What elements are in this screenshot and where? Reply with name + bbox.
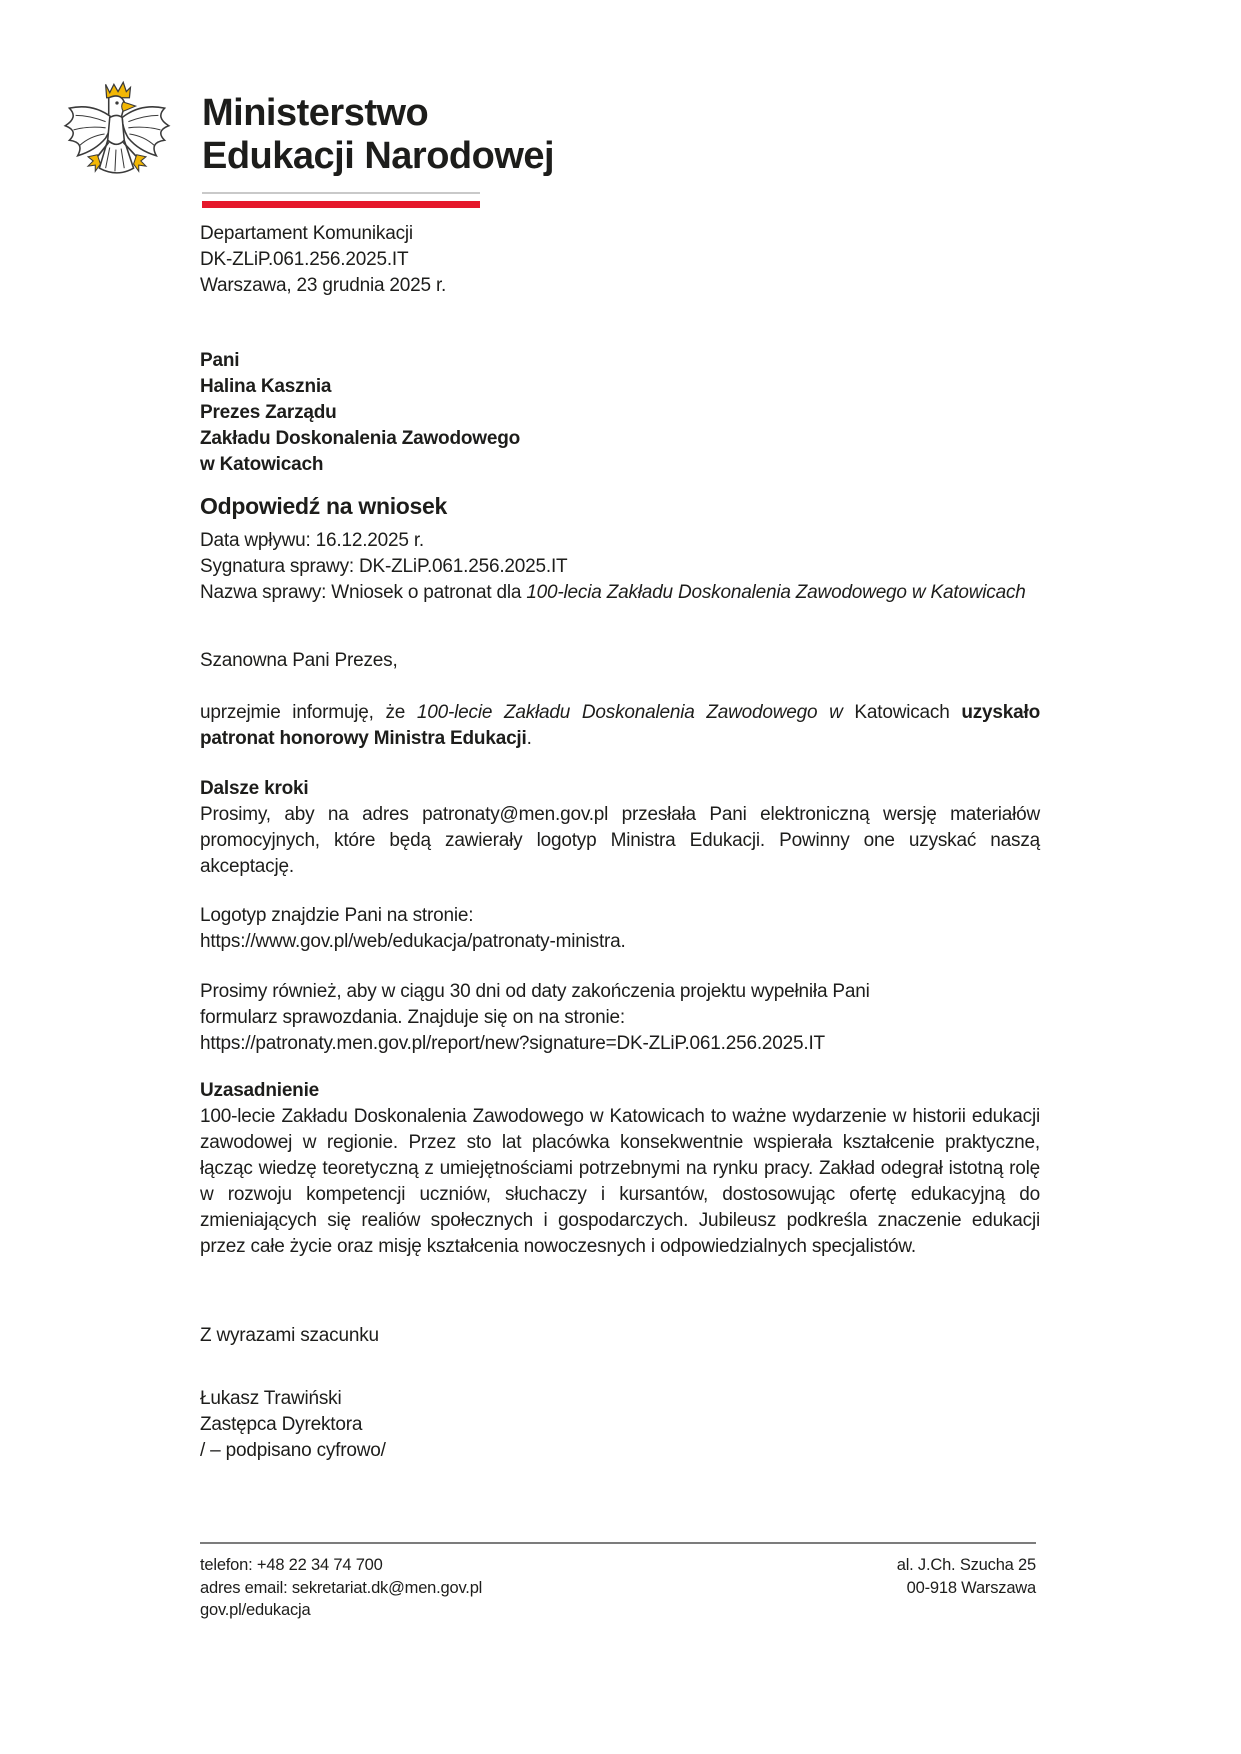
- header-divider-grey: [202, 192, 480, 194]
- closing-regards: Z wyrazami szacunku: [200, 1325, 379, 1346]
- case-number: DK-ZLiP.061.256.2025.IT: [200, 249, 409, 270]
- signer-name: Łukasz Trawiński: [200, 1388, 342, 1409]
- signature-block: [200, 1386, 386, 1464]
- footer-email: adres email: sekretariat.dk@men.gov.pl: [200, 1578, 483, 1597]
- footer-divider: [200, 1542, 1036, 1544]
- case-name: [200, 580, 1040, 606]
- footer-web: gov.pl/edukacja: [200, 1601, 311, 1619]
- date-received: Data wpływu: 16.12.2025 r.: [200, 530, 424, 551]
- header-divider-red: [202, 201, 480, 208]
- next-steps-heading: Dalsze kroki: [200, 778, 309, 799]
- case-signature: Sygnatura sprawy: DK-ZLiP.061.256.2025.IT: [200, 556, 568, 577]
- letter-title: Odpowiedź na wniosek: [200, 493, 448, 519]
- polish-eagle-emblem-icon: [58, 74, 176, 192]
- recipient-line: Pani: [200, 350, 240, 371]
- sender-meta-block: [200, 221, 1040, 299]
- recipient-block: [200, 348, 1040, 478]
- footer-address-line: al. J.Ch. Szucha 25: [896, 1556, 1036, 1574]
- justification-heading: Uzasadnienie: [200, 1080, 320, 1101]
- justification-paragraph: 100-lecie Zakładu Doskonalenia Zawodowego w Katowicach to ważne wydarzenie w historii edukacji zawodowej w regionie. Przez sto lat placówka konsekwentnie wspierała kształcenie praktyczne, łącząc wiedzę teoretyczną z umiejętnościami potrzebnymi na rynku pracy. Zakład odegrał istotną rolę w rozwoju kompetencji uczniów, słuchaczy i kursantów, dostosowując ofertę edukacyjną do zmieniających się realiów społecznych i gospodarczych. Jubileusz podkreśla znaczenie edukacji przez całe życie oraz misję kształcenia nowoczesnych i odpowiedzialnych specjalistów.: [200, 1106, 1040, 1257]
- info-text: Katowicach: [842, 702, 962, 723]
- ministry-name-line2: Edukacji Narodowej: [202, 135, 555, 177]
- recipient-line: Halina Kasznia: [200, 376, 332, 397]
- digital-signature-note: / – podpisano cyfrowo/: [200, 1440, 386, 1461]
- subject-meta-block: [200, 528, 1040, 606]
- footer-address-line: 00-918 Warszawa: [906, 1578, 1036, 1597]
- signer-title: Zastępca Dyrektora: [200, 1414, 363, 1435]
- report-info-line: Prosimy również, aby w ciągu 30 dni od daty zakończenia projektu wypełniła Pani: [200, 981, 870, 1002]
- case-name-italic: 100-lecia Zakładu Doskonalenia Zawodowego w Katowicach: [526, 582, 1026, 603]
- info-text-italic: 100-lecie Zakładu Doskonalenia Zawodowego w: [416, 702, 843, 723]
- info-text-bold: uzyskało patronat honorowy Ministra Edukacji: [200, 702, 1040, 749]
- info-text: .: [526, 728, 532, 749]
- ministry-name-line1: Ministerstwo: [202, 92, 429, 134]
- department-name: Departament Komunikacji: [200, 223, 413, 244]
- logo-info-block: [200, 903, 1040, 955]
- footer-phone: telefon: +48 22 34 74 700: [200, 1556, 383, 1574]
- info-text: uprzejmie informuję, że: [200, 702, 417, 723]
- place-and-date: Warszawa, 23 grudnia 2025 r.: [200, 275, 447, 296]
- ministry-logo-text: [202, 92, 554, 178]
- footer-contact-block: [200, 1554, 482, 1622]
- logo-page-url: https://www.gov.pl/web/edukacja/patronaty-ministra.: [200, 931, 626, 952]
- footer-address-block: [636, 1554, 1036, 1599]
- case-name-prefix: Nazwa sprawy: Wniosek o patronat dla: [200, 582, 527, 603]
- report-info-line: formularz sprawozdania. Znajduje się on na stronie:: [200, 1007, 625, 1028]
- patronage-info-paragraph: [200, 700, 1040, 752]
- recipient-line: Prezes Zarządu: [200, 402, 337, 423]
- report-info-block: [200, 979, 1040, 1057]
- recipient-line: Zakładu Doskonalenia Zawodowego: [200, 428, 521, 449]
- next-steps-paragraph: Prosimy, aby na adres patronaty@men.gov.pl przesłała Pani elektroniczną wersję materiałów promocyjnych, które będą zawierały logotyp Ministra Edukacji. Powinny one uzyskać naszą akceptację.: [200, 804, 1040, 877]
- recipient-line: w Katowicach: [200, 454, 324, 475]
- logo-info-line: Logotyp znajdzie Pani na stronie:: [200, 905, 474, 926]
- report-form-url: https://patronaty.men.gov.pl/report/new?signature=DK-ZLiP.061.256.2025.IT: [200, 1033, 825, 1054]
- salutation: Szanowna Pani Prezes,: [200, 650, 398, 671]
